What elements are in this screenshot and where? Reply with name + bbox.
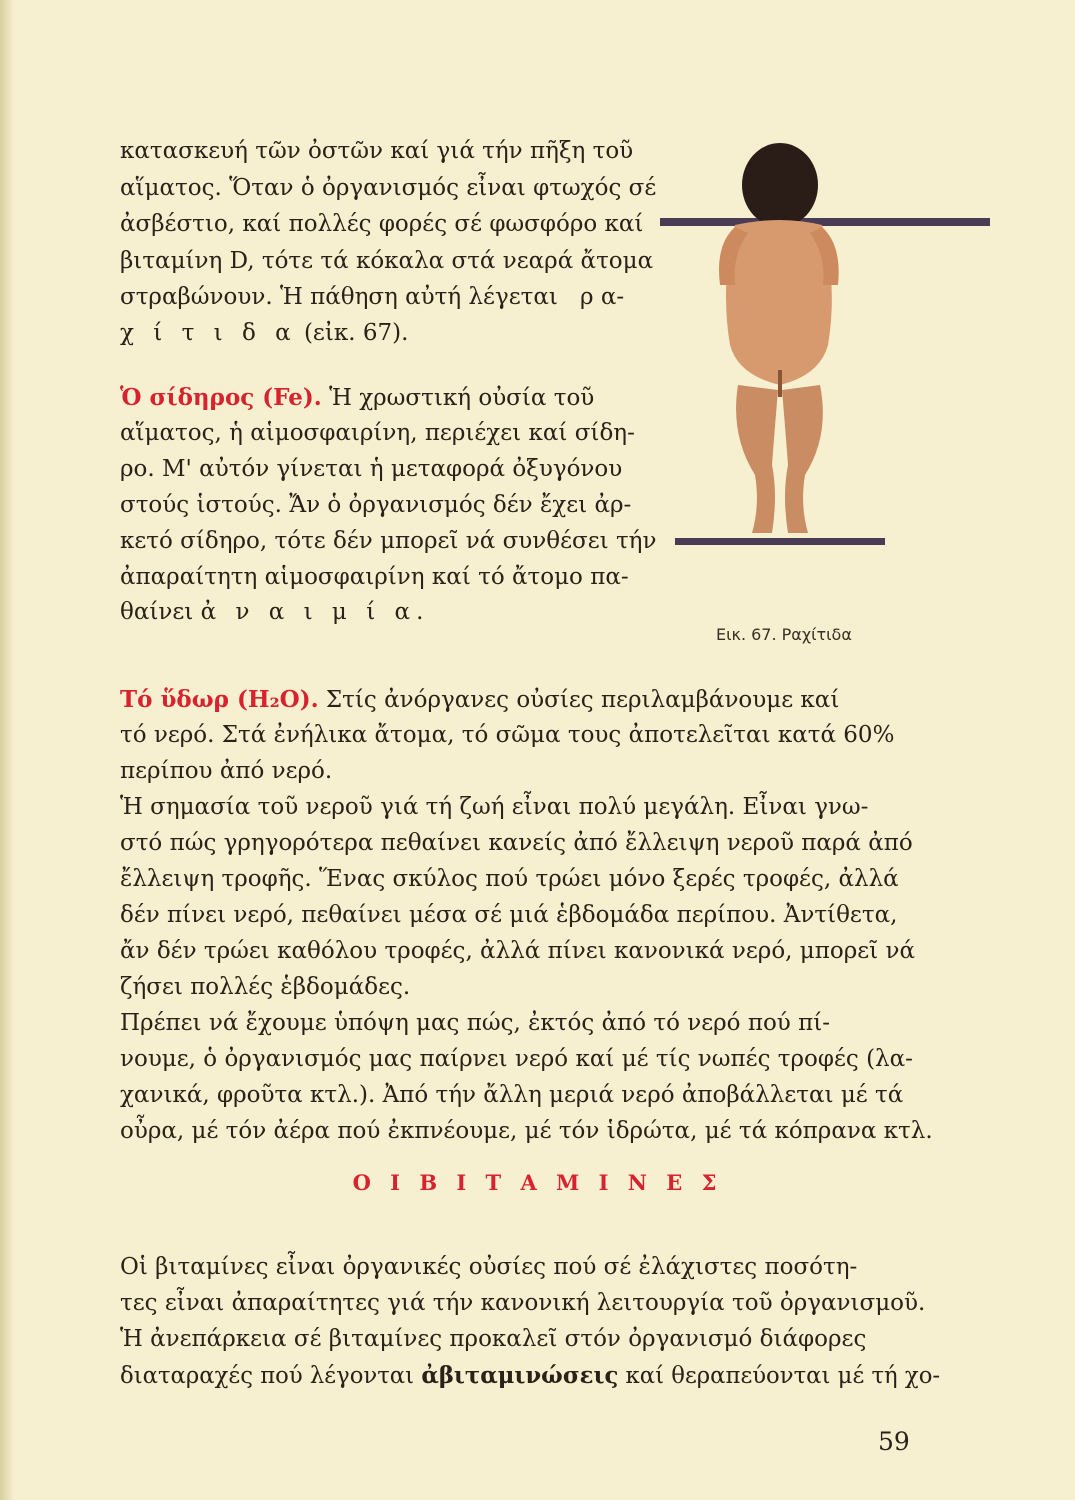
text-line (120, 601, 423, 624)
text-line: βιταμίνη D, τότε τά κόκαλα στά νεαρά ἄτομα (120, 248, 654, 274)
text-line (120, 322, 408, 345)
text-line: χανικά, φροῦτα κτλ.). Ἀπό τήν ἄλλη μεριά νερό ἀποβάλλεται μέ τά (120, 1082, 904, 1108)
horizontal-bar (660, 218, 990, 226)
text-line: οὖρα, μέ τόν ἀέρα πού ἐκπνέουμε, μέ τόν ἱδρώτα, μέ τά κόπρανα κτλ. (120, 1118, 933, 1144)
body-shadow (778, 370, 782, 397)
text-line: αἵματος, ἡ αἱμοσφαιρίνη, περιέχει καί σίδη- (120, 420, 635, 446)
text-line: αἵματος. Ὅταν ὁ ὀργανισμός εἶναι φτωχός σέ (120, 175, 657, 201)
text-line: δέν πίνει νερό, πεθαίνει μέσα σέ μιά ἑβδομάδα περίπου. Ἀντίθετα, (120, 902, 898, 928)
page-edge (0, 0, 14, 1500)
text-line: ἔλλειψη τροφῆς. Ἕνας σκύλος πού τρώει μόνο ξερές τροφές, ἀλλά (120, 866, 899, 892)
text-line: στραβώνουν. Ἡ πάθηση αὐτή λέγεται (120, 284, 558, 310)
text-span: Στίς ἀνόργανες οὐσίες περιλαμβάνουμε καί (318, 687, 840, 713)
text-line: Πρέπει νά ἔχουμε ὑπόψη μας πώς, ἐκτός ἀπό τό νερό πού πί- (120, 1010, 830, 1036)
text-span: . (416, 599, 424, 625)
head (742, 143, 818, 227)
text-line: νουμε, ὁ ὀργανισμός μας παίρνει νερό καί μέ τίς νωπές τροφές (λα- (120, 1046, 913, 1072)
text-line (120, 386, 594, 410)
text-line: κατασκευή τῶν ὀστῶν καί γιά τήν πῆξη τοῦ (120, 138, 634, 164)
text-line: Ἡ ἀνεπάρκεια σέ βιταμίνες προκαλεῖ στόν ὀργανισμό διάφορες (120, 1326, 867, 1352)
text-line: ἄν δέν τρώει καθόλου τροφές, ἀλλά πίνει κανονικά νερό, μπορεῖ νά (120, 938, 915, 964)
text-span: καί θεραπεύονται μέ τή χο- (618, 1363, 941, 1389)
page-number: 59 (878, 1427, 910, 1456)
figure-caption: Εικ. 67. Ραχίτιδα (716, 625, 852, 644)
iron-heading: Ὁ σίδηρος (Fe). (120, 384, 322, 411)
left-leg (736, 385, 778, 533)
text-span: Ἡ χρωστική οὐσία τοῦ (321, 385, 595, 411)
section-heading-vitamins: Ο Ι Β Ι Τ Α Μ Ι Ν Ε Σ (352, 1170, 723, 1195)
text-line (120, 688, 839, 712)
text-span: θαίνει (120, 599, 201, 625)
bold-term: ἀβιταμινώσεις (421, 1362, 619, 1389)
text-line: στούς ἱστούς. Ἄν ὁ ὀργανισμός δέν ἔχει ἀρ- (120, 492, 632, 518)
water-heading: Τό ὕδωρ (H₂O). (120, 686, 319, 713)
rickets-child-figure (660, 135, 990, 555)
emphasized-term: ἀ ν α ι μ ί α (200, 599, 417, 625)
text-line: Ἡ σημασία τοῦ νεροῦ γιά τή ζωή εἶναι πολύ μεγάλη. Εἶναι γνω- (120, 794, 869, 820)
text-line: τες εἶναι ἀπαραίτητες γιά τήν κανονική λειτουργία τοῦ ὀργανισμοῦ. (120, 1290, 926, 1316)
emphasized-term: χ ί τ ι δ α (120, 320, 297, 346)
right-leg (782, 385, 823, 533)
text-line: Οἱ βιταμίνες εἶναι ὀργανικές οὐσίες πού σέ ἐλάχιστες ποσότη- (120, 1254, 858, 1280)
figure-reference: (εἰκ. 67). (296, 320, 409, 346)
text-line: ἀσβέστιο, καί πολλές φορές σέ φωσφόρο καί (120, 211, 644, 237)
text-line: κετό σίδηρο, τότε δέν μπορεῖ νά συνθέσει τήν (120, 528, 657, 554)
text-line: ρ α- (580, 284, 625, 310)
text-span: διαταραχές πού λέγονται (120, 1363, 422, 1389)
torso (726, 220, 832, 385)
text-line: περίπου ἀπό νερό. (120, 758, 333, 784)
text-line: ρο. Μ' αὐτόν γίνεται ἡ μεταφορά ὀξυγόνου (120, 456, 623, 482)
text-line: ἀπαραίτητη αἱμοσφαιρίνη καί τό ἄτομο πα- (120, 564, 629, 590)
text-line: στό πώς γρηγορότερα πεθαίνει κανείς ἀπό ἔλλειψη νεροῦ παρά ἀπό (120, 830, 913, 856)
text-line: τό νερό. Στά ἐνήλικα ἄτομα, τό σῶμα τους ἀποτελεῖται κατά 60% (120, 722, 895, 748)
text-line (120, 1364, 940, 1388)
text-line: ζήσει πολλές ἑβδομάδες. (120, 974, 411, 1000)
floor-line (675, 538, 885, 545)
